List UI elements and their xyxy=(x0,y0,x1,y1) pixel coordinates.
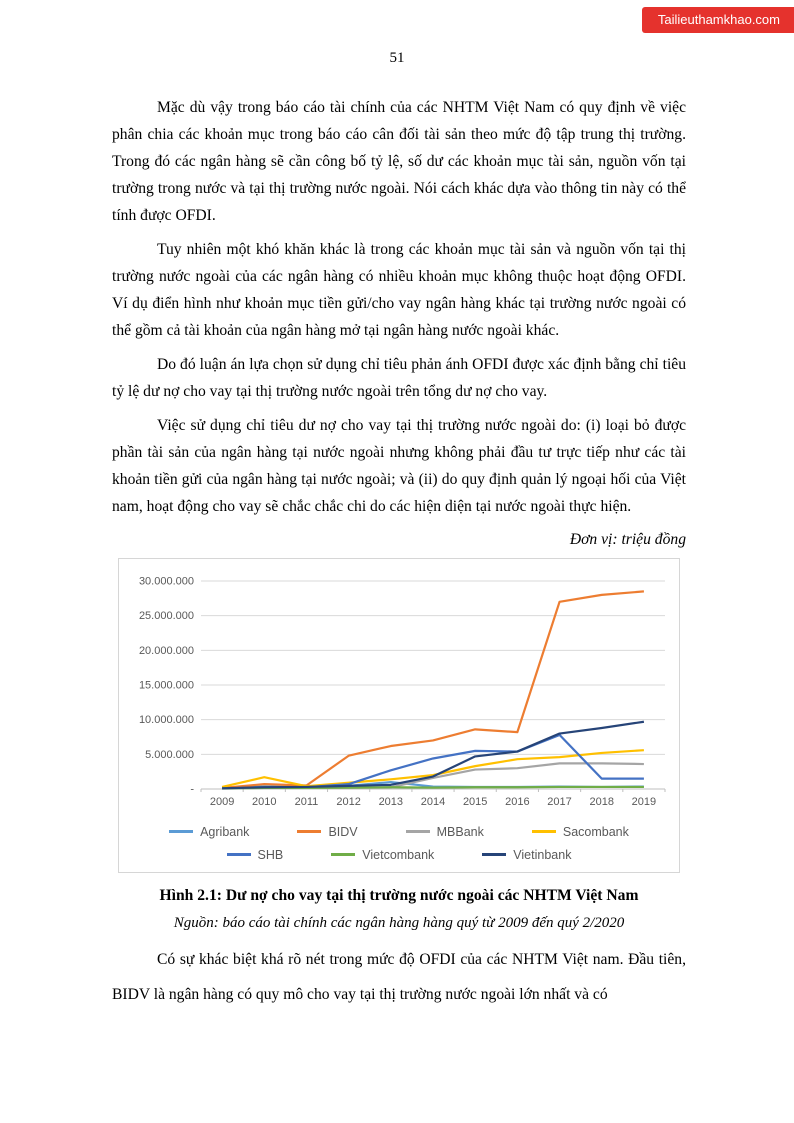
figure-chart xyxy=(118,558,680,873)
svg-text:15.000.000: 15.000.000 xyxy=(138,679,194,692)
page-content xyxy=(112,95,686,1012)
legend-label: MBBank xyxy=(436,824,484,839)
legend-line-icon xyxy=(297,830,321,833)
svg-text:2019: 2019 xyxy=(631,795,657,808)
legend-item-bidv xyxy=(297,825,357,839)
chart-legend xyxy=(125,825,673,862)
svg-text:2013: 2013 xyxy=(378,795,404,808)
legend-line-icon xyxy=(406,830,430,833)
paragraph-3: Do đó luận án lựa chọn sử dụng chỉ tiêu phản ánh OFDI được xác định bằng chỉ tiêu tỷ lệ dư nợ cho vay tại thị trường nước ngoài trên tổng dư nợ cho vay. xyxy=(112,355,686,400)
legend-item-mbbank xyxy=(406,825,484,839)
svg-text:2018: 2018 xyxy=(589,795,614,808)
legend-row xyxy=(125,848,673,862)
paragraph-2: Tuy nhiên một khó khăn khác là trong các khoản mục tài sản và nguồn vốn tại thị trường nước ngoài của các ngân hàng có nhiều khoản mục không thuộc hoạt động OFDI. Ví dụ điển hình như khoản mục tiền gửi/cho vay ngân hàng khác tại trường nước ngoài có thể gồm cả tài khoản của ngân hàng mở tại ngân hàng nước ngoài khác. xyxy=(112,240,686,339)
svg-text:25.000.000: 25.000.000 xyxy=(138,609,194,622)
svg-text:2010: 2010 xyxy=(252,795,277,808)
legend-item-sacombank xyxy=(532,825,629,839)
legend-label: Vietinbank xyxy=(513,847,572,862)
page-number: 51 xyxy=(389,50,405,66)
legend-row xyxy=(125,825,673,839)
legend-item-vietcombank xyxy=(331,848,434,862)
legend-item-agribank xyxy=(169,825,249,839)
legend-label: Agribank xyxy=(200,824,250,839)
svg-text:2009: 2009 xyxy=(209,795,235,808)
watermark-badge[interactable] xyxy=(642,7,794,33)
svg-text:2012: 2012 xyxy=(336,795,361,808)
legend-line-icon xyxy=(169,830,193,833)
legend-line-icon xyxy=(532,830,556,833)
svg-text:2015: 2015 xyxy=(462,795,488,808)
legend-item-vietinbank xyxy=(482,848,571,862)
legend-label: SHB xyxy=(257,847,284,862)
line-chart xyxy=(125,573,673,811)
svg-text:20.000.000: 20.000.000 xyxy=(138,644,194,657)
paragraph-1: Mặc dù vậy trong báo cáo tài chính của các NHTM Việt Nam có quy định về việc phân chia các khoản mục trong báo cáo cân đối tài sản theo mức độ tập trung thị trường. Trong đó các ngân hàng sẽ cần công bố tỷ lệ, số dư các khoản mục tài sản, nguồn vốn tại trường trong nước và tại thị trường nước ngoài. Nói cách khác dựa vào thông tin này có thể tính được OFDI. xyxy=(112,99,686,224)
legend-item-shb xyxy=(227,848,284,862)
svg-text:2011: 2011 xyxy=(294,795,319,808)
svg-text:-: - xyxy=(190,783,194,796)
legend-label: BIDV xyxy=(328,824,358,839)
figure-source: Nguồn: báo cáo tài chính các ngân hàng hàng quý từ 2009 đến quý 2/2020 xyxy=(173,914,625,931)
legend-line-icon xyxy=(227,853,251,856)
paragraph-5: Có sự khác biệt khá rõ nét trong mức độ OFDI của các NHTM Việt nam. Đầu tiên, BIDV là ngân hàng có quy mô cho vay tại thị trường nước ngoài lớn nhất và có xyxy=(112,950,686,1003)
svg-text:5.000.000: 5.000.000 xyxy=(145,748,194,761)
legend-line-icon xyxy=(331,853,355,856)
legend-label: Vietcombank xyxy=(362,847,435,862)
svg-text:30.000.000: 30.000.000 xyxy=(138,575,194,588)
svg-text:2017: 2017 xyxy=(547,795,572,808)
figure-caption: Hình 2.1: Dư nợ cho vay tại thị trường nước ngoài các NHTM Việt Nam xyxy=(159,886,639,904)
chart-unit-note: Đơn vị: triệu đồng xyxy=(569,530,686,548)
svg-text:2016: 2016 xyxy=(505,795,530,808)
svg-text:10.000.000: 10.000.000 xyxy=(138,713,194,726)
svg-text:2014: 2014 xyxy=(420,795,446,808)
paragraph-4: Việc sử dụng chỉ tiêu dư nợ cho vay tại thị trường nước ngoài do: (i) loại bỏ được phần tài sản của ngân hàng tại nước ngoài nhưng không phải đầu tư trực tiếp như các tài khoản tiền gửi của ngân hàng tại nước ngoài; và (ii) do quy định quản lý ngoại hối của Việt nam, hoạt động cho vay sẽ chắc chắc chi do các hiện diện tại nước ngoài thực hiện. xyxy=(112,416,686,515)
series-line-shb xyxy=(222,734,644,787)
legend-line-icon xyxy=(482,853,506,856)
legend-label: Sacombank xyxy=(562,824,629,839)
watermark-label: Tailieuthamkhao.com xyxy=(657,12,780,27)
